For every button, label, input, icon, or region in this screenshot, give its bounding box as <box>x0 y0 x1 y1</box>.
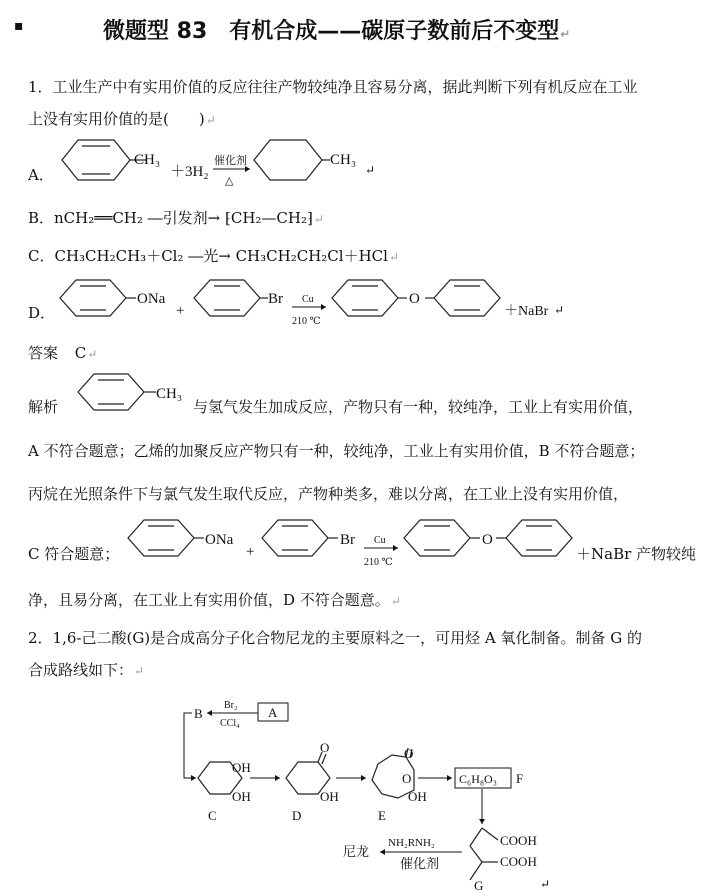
toluene-ch3: CH₃ <box>134 152 161 168</box>
e-carbonyl-o: O <box>404 746 414 761</box>
plus-sign: + <box>176 303 185 319</box>
c-oh-bottom: OH <box>232 789 251 804</box>
analysis-label: 解析 <box>28 398 59 416</box>
ether-oxygen: O <box>409 291 420 307</box>
d-carbonyl-o: O <box>320 740 330 755</box>
answer-label: 答案 <box>28 344 59 362</box>
temperature-2: 210 ℃ <box>364 557 393 568</box>
reagent-br2: Br₂ <box>224 700 238 711</box>
return-mark: ↵ <box>313 212 324 226</box>
c-oh-top: OH <box>232 760 251 775</box>
d-oh: OH <box>320 789 339 804</box>
cu-catalyst-2: Cu <box>374 535 386 546</box>
br-label-2: Br <box>340 532 355 548</box>
catalyst-label: 催化剂 <box>214 155 247 167</box>
g-cooh-top: COOH <box>500 833 537 848</box>
compound-c-label: C <box>208 808 217 823</box>
compound-a-label: A <box>268 705 278 720</box>
compound-g-label: G <box>474 878 484 892</box>
product-nylon: 尼龙 <box>343 844 370 859</box>
compound-f-label: F <box>516 771 524 786</box>
q1-stem-text: 上没有实用价值的是( ) <box>28 110 205 128</box>
analysis-line3: 丙烷在光照条件下与氯气发生取代反应，产物种类多，难以分离，在工业上没有实用价值， <box>28 485 629 503</box>
cyclohexane-ch3: CH₃ <box>330 152 357 168</box>
g-carbon-chain <box>470 828 482 880</box>
plus-3h2: ＋3H₂ <box>170 164 209 180</box>
analysis-line5-text: 净，且易分离，在工业上有实用价值，D 不符合题意。 <box>28 591 390 609</box>
g-cooh-bottom: COOH <box>500 854 537 869</box>
option-b-text: B．nCH₂══CH₂ ―引发剂→ ⁅CH₂—CH₂⁆ <box>28 209 313 227</box>
reagent-ccl4: CCl₄ <box>220 718 240 729</box>
e-oh: OH <box>408 789 427 804</box>
nabr-product: ＋NaBr <box>504 304 549 319</box>
compound-b-label: B <box>194 706 203 721</box>
br-label: Br <box>268 291 283 307</box>
analysis-line4-tail: ＋NaBr 产物较纯 <box>576 545 697 563</box>
cu-catalyst: Cu <box>302 294 314 305</box>
return-mark: ↵ <box>390 594 401 608</box>
q1-stem-line1: 1．工业生产中有实用价值的反应往往产物较纯净且容易分离，据此判断下列有机反应在工业 <box>28 78 638 96</box>
return-mark: ↵ <box>554 303 565 317</box>
option-c-text: C．CH₃CH₂CH₃＋Cl₂ ―光→ CH₃CH₂CH₂Cl＋HCl <box>28 247 388 265</box>
analysis-line2: A 不符合题意；乙烯的加聚反应产物只有一种，较纯净，工业上有实用价值，B 不符合题意； <box>28 442 645 460</box>
reagent-diamine: NH₂RNH₂ <box>388 837 435 849</box>
e-ring-o: O <box>402 771 412 786</box>
analysis-line4-head: C 符合题意； <box>28 545 120 563</box>
ona-label-2: ONa <box>205 532 234 548</box>
return-mark: ↵ <box>560 27 571 41</box>
bullet-mark: ▪ <box>14 18 24 34</box>
analysis-ch3: CH₃ <box>156 386 183 402</box>
ona-label: ONa <box>137 291 166 307</box>
return-mark: ↵ <box>388 250 399 264</box>
reagent-catalyst: 催化剂 <box>400 856 440 871</box>
return-mark: ↵ <box>540 877 551 891</box>
compound-f-formula: C₆H₈O₃ <box>459 772 497 786</box>
compound-d-label: D <box>292 808 302 823</box>
option-a-label: A． <box>28 166 54 184</box>
compound-e-label: E <box>378 808 386 823</box>
return-mark: ↵ <box>87 347 98 361</box>
answer-value: C <box>74 344 87 362</box>
option-d-label: D． <box>28 304 56 322</box>
return-mark: ↵ <box>205 113 216 127</box>
return-mark: ↵ <box>134 664 145 678</box>
q2-stem-text: 合成路线如下： <box>28 661 134 679</box>
ether-oxygen-2: O <box>482 532 493 548</box>
page-title-text: 微题型 83 有机合成——碳原子数前后不变型 <box>103 19 560 44</box>
return-mark: ↵ <box>365 163 376 177</box>
plus-sign-2: + <box>246 544 255 560</box>
analysis-line1: 与氢气发生加成反应，产物只有一种，较纯净，工业上有实用价值， <box>193 398 644 416</box>
q2-stem-line1: 2．1,6-己二酸(G)是合成高分子化合物尼龙的主要原料之一，可用烃 A 氧化制备。制备 G 的 <box>28 629 643 647</box>
temperature: 210 ℃ <box>292 316 321 327</box>
heat-symbol: △ <box>225 175 234 187</box>
